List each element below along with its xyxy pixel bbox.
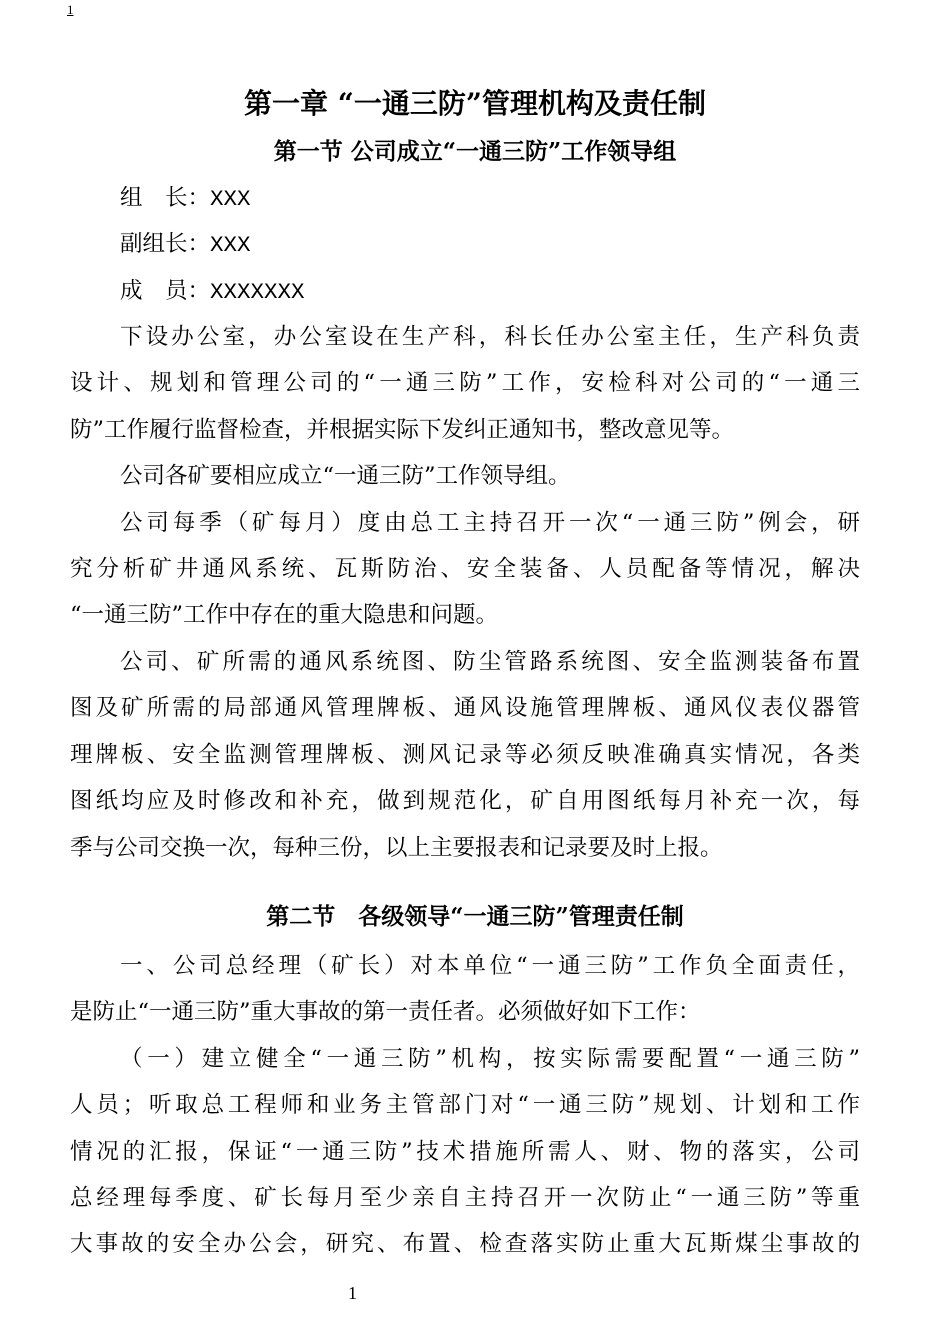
paragraph-line: 一、公司总经理（矿长）对本单位“一通三防”工作负全面责任， — [120, 953, 860, 979]
roster-label: 组 长： — [120, 185, 211, 211]
paragraph-line: 防”工作履行监督检查，并根据实际下发纠正通知书，整改意见等。 — [70, 417, 735, 443]
paragraph-line: 设计、规划和管理公司的“一通三防”工作，安检科对公司的“一通三 — [70, 370, 860, 396]
roster-value: XXXXXXX — [210, 279, 305, 305]
chapter-title: 第一章 “一通三防”管理机构及责任制 — [244, 87, 706, 120]
roster-leader — [120, 183, 251, 214]
paragraph-line: “一通三防”工作中存在的重大隐患和问题。 — [70, 602, 499, 628]
paragraph-line: 总经理每季度、矿长每月至少亲自主持召开一次防止“一通三防”等重 — [70, 1185, 860, 1211]
paragraph-line: 下设办公室，办公室设在生产科，科长任办公室主任，生产科负责 — [120, 324, 860, 350]
roster-members — [120, 276, 305, 307]
roster-value: XXX — [210, 186, 251, 212]
paragraph-line: 人员；听取总工程师和业务主管部门对“一通三防”规划、计划和工作 — [70, 1092, 860, 1118]
roster-value: XXX — [210, 232, 251, 258]
paragraph-line: 公司、矿所需的通风系统图、防尘管路系统图、安全监测装备布置 — [120, 649, 860, 675]
paragraph-line: 季与公司交换一次，每种三份，以上主要报表和记录要及时上报。 — [70, 835, 723, 861]
header-page-mark: 1 — [67, 2, 74, 17]
paragraph-line: 大事故的安全办公会，研究、布置、检查落实防止重大瓦斯煤尘事故的 — [70, 1231, 860, 1257]
roster-deputy — [120, 229, 251, 260]
roster-label: 副组长： — [120, 231, 211, 257]
paragraph-line: （一）建立健全“一通三防”机构，按实际需要配置“一通三防” — [120, 1046, 860, 1072]
paragraph-line: 情况的汇报，保证“一通三防”技术措施所需人、财、物的落实，公司 — [70, 1139, 860, 1165]
section-2-title: 第二节 各级领导“一通三防”管理责任制 — [266, 903, 684, 930]
page-number: 1 — [348, 1283, 357, 1303]
paragraph-line: 究分析矿井通风系统、瓦斯防治、安全装备、人员配备等情况，解决 — [70, 556, 860, 582]
section-1-title: 第一节 公司成立“一通三防”工作领导组 — [273, 138, 677, 165]
paragraph-line: 是防止“一通三防”重大事故的第一责任者。必须做好如下工作： — [70, 999, 701, 1025]
roster-label: 成 员： — [120, 278, 211, 304]
paragraph-line: 图纸均应及时修改和补充，做到规范化，矿自用图纸每月补充一次，每 — [70, 788, 860, 814]
paragraph-line: 公司每季（矿每月）度由总工主持召开一次“一通三防”例会，研 — [120, 510, 860, 536]
paragraph-line: 公司各矿要相应成立“一通三防”工作领导组。 — [120, 463, 571, 489]
paragraph-line: 理牌板、安全监测管理牌板、测风记录等必须反映准确真实情况，各类 — [70, 742, 860, 768]
paragraph-line: 图及矿所需的局部通风管理牌板、通风设施管理牌板、通风仪表仪器管 — [70, 695, 860, 721]
